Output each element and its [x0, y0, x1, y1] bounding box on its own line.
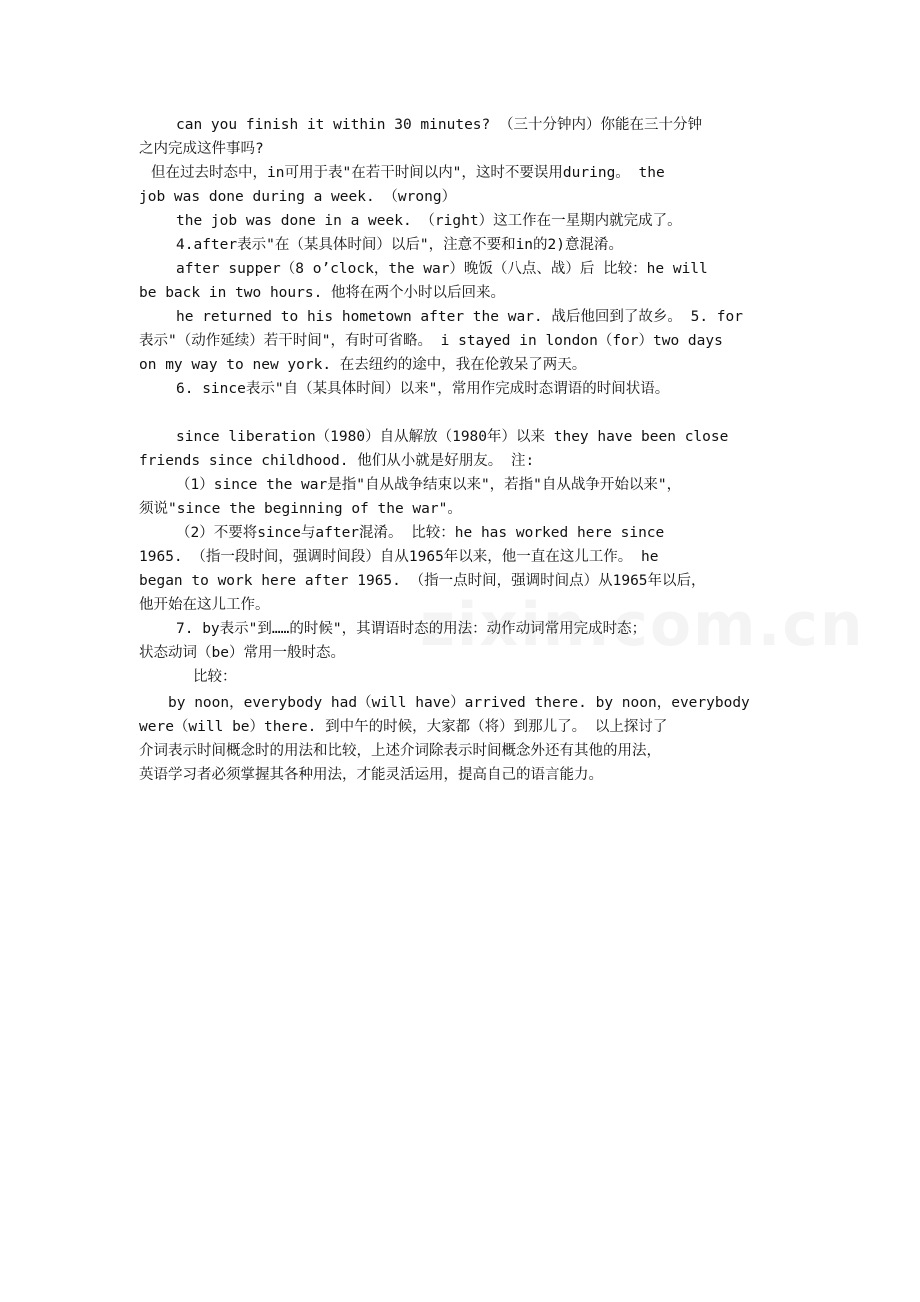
text-line: by noon，everybody had（will have）arrived there. by noon，everybody: [168, 695, 750, 711]
text-line: 之内完成这件事吗?: [139, 141, 264, 157]
text-line: were（will be）there. 到中午的时候，大家都（将）到那儿了。 以上探讨了: [139, 719, 668, 735]
text-line: after supper（8 o’clock，the war）晚饭（八点、战）后 比较：he will: [176, 261, 708, 277]
text-line: 4.after表示"在（某具体时间）以后"，注意不要和in的2)意混淆。: [176, 237, 623, 253]
text-line: 介词表示时间概念时的用法和比较，上述介词除表示时间概念外还有其他的用法，: [139, 743, 661, 759]
text-line: 他开始在这儿工作。: [139, 597, 270, 613]
text-line: 须说"since the beginning of the war"。: [139, 501, 462, 517]
text-line: 状态动词（be）常用一般时态。: [139, 645, 345, 661]
text-line: on my way to new york. 在去纽约的途中，我在伦敦呆了两天。: [139, 357, 587, 373]
text-line: 比较：: [193, 669, 237, 685]
text-line: 1965. （指一段时间，强调时间段）自从1965年以来，他一直在这儿工作。 he: [139, 549, 659, 565]
text-line: 但在过去时态中，in可用于表"在若干时间以内"，这时不要误用during。 the: [151, 165, 665, 181]
text-line: 表示"（动作延续）若干时间"，有时可省略。 i stayed in london（for）two days: [139, 333, 723, 349]
text-line: 7. by表示"到……的时候"，其谓语时态的用法：动作动词常用完成时态；: [176, 621, 647, 637]
text-line: （2）不要将since与after混淆。 比较：he has worked here since: [176, 525, 665, 541]
text-line: （1）since the war是指"自从战争结束以来"，若指"自从战争开始以来"，: [176, 477, 682, 493]
text-line: he returned to his hometown after the war. 战后他回到了故乡。 5. for: [176, 309, 743, 325]
text-line: friends since childhood. 他们从小就是好朋友。 注:: [139, 453, 535, 469]
text-line: 英语学习者必须掌握其各种用法，才能灵活运用，提高自己的语言能力。: [139, 767, 603, 783]
text-line: 6. since表示"自（某具体时间）以来"，常用作完成时态谓语的时间状语。: [176, 381, 670, 397]
text-line: can you finish it within 30 minutes? （三十分钟内）你能在三十分钟: [176, 117, 702, 133]
text-line: job was done during a week. （wrong）: [139, 189, 457, 205]
text-line: the job was done in a week. （right）这工作在一星期内就完成了。: [176, 213, 682, 229]
text-line: since liberation（1980）自从解放（1980年）以来 they have been close: [176, 429, 729, 445]
text-line: began to work here after 1965. （指一点时间，强调时间点）从1965年以后，: [139, 573, 706, 589]
text-line: be back in two hours. 他将在两个小时以后回来。: [139, 285, 506, 301]
